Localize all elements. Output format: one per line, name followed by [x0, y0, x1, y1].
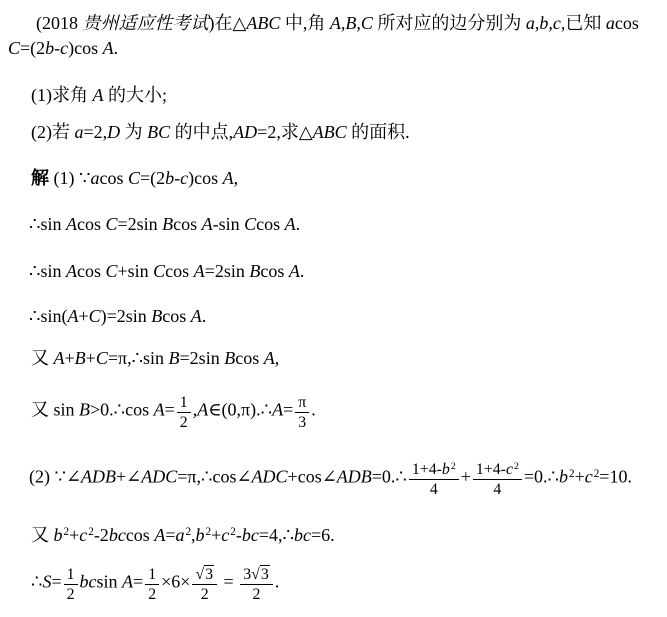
radical — [251, 565, 270, 583]
math-text: sin — [96, 571, 123, 592]
math-text: 1+4- — [475, 461, 506, 478]
math-variable: BC — [147, 122, 171, 142]
superscript-exponent: 2 — [230, 525, 236, 538]
math-text: =4,∴ — [258, 525, 294, 545]
math-text: 2 — [148, 586, 157, 604]
math-text: cos — [76, 214, 106, 234]
math-text: , — [274, 348, 280, 368]
math-variable: B — [249, 261, 261, 281]
math-text: 4 — [493, 481, 502, 499]
math-text: =6. — [310, 525, 335, 545]
math-variable: A — [193, 261, 205, 281]
math-text: 所对应的边分别为 — [372, 13, 526, 33]
math-text: + — [211, 525, 222, 545]
math-variable: A — [288, 261, 300, 281]
fraction-numerator — [295, 394, 309, 413]
superscript-exponent: 2 — [450, 460, 456, 472]
math-text: )cos — [188, 168, 223, 188]
math-text: 1+4- — [411, 461, 442, 478]
math-variable: c — [180, 168, 189, 188]
math-text: =π,∴cos∠ — [177, 466, 252, 487]
math-variable: A — [153, 399, 165, 420]
solution-label: 解 — [31, 168, 49, 188]
exam-source-text: 贵州适应性考试 — [82, 13, 209, 33]
math-text: +cos∠ — [287, 466, 337, 487]
math-text: (2018 — [36, 13, 83, 33]
fraction-numerator — [240, 566, 273, 585]
math-text: (1)求角 — [31, 85, 93, 105]
math-variable: c — [221, 525, 230, 545]
math-text: = — [165, 525, 176, 545]
math-text: - — [174, 168, 181, 188]
math-variable: A — [65, 214, 77, 234]
math-text: 2 — [252, 586, 261, 604]
math-text: 2 — [200, 586, 209, 604]
math-text: )在△ — [208, 13, 247, 33]
math-variable: A — [272, 399, 284, 420]
math-variable: bc — [293, 525, 311, 545]
math-text: 又 — [31, 525, 54, 545]
math-text: 1 — [179, 394, 188, 411]
math-text: -sin — [212, 214, 245, 234]
math-text: + — [85, 348, 96, 368]
superscript-exponent: 2 — [513, 460, 519, 472]
math-variable: b — [441, 461, 450, 478]
solution-part1-step1 — [31, 167, 238, 190]
math-text: . — [295, 214, 301, 234]
math-text: 中,角 — [280, 13, 330, 33]
math-text: = — [283, 399, 294, 420]
math-text: 3 — [205, 566, 214, 583]
fraction-numerator — [473, 461, 522, 480]
superscript-exponent: 2 — [568, 467, 575, 480]
radical-sign: √ — [251, 566, 260, 583]
math-text: cos — [162, 306, 191, 326]
math-variable: A — [102, 38, 114, 58]
math-text: , — [191, 525, 196, 545]
math-variable: A — [92, 85, 104, 105]
math-variable: C — [105, 261, 118, 281]
math-variable: A — [222, 168, 234, 188]
math-variable: C — [88, 306, 101, 326]
math-variable: ADC — [141, 466, 178, 487]
solution-part2-area-result — [31, 566, 279, 603]
math-text: π — [298, 394, 307, 411]
math-text: 2 — [179, 414, 188, 432]
radical — [195, 565, 214, 583]
math-text: =2,求△ — [257, 122, 313, 142]
fraction-denominator — [473, 480, 522, 498]
math-variable: a,b,c — [525, 13, 561, 33]
math-text: = — [51, 571, 62, 592]
math-variable: c — [60, 38, 69, 58]
math-text: + — [460, 466, 471, 487]
math-variable: A — [67, 306, 79, 326]
math-variable: AD — [233, 122, 258, 142]
math-variable: a — [605, 13, 615, 33]
math-text: =2sin — [204, 261, 250, 281]
solution-part1-step5 — [31, 347, 279, 370]
solution-part2-step1 — [29, 461, 632, 498]
math-text: 2 — [66, 586, 75, 604]
math-text: cos — [99, 168, 128, 188]
math-variable: A — [197, 399, 209, 420]
fraction — [409, 461, 459, 498]
math-variable: B — [74, 348, 86, 368]
solution-part1-step3 — [29, 260, 304, 283]
superscript-exponent: 2 — [185, 525, 192, 538]
math-variable: b — [45, 38, 55, 58]
math-variable: C — [244, 214, 257, 234]
math-text: ∴sin( — [29, 306, 68, 326]
fraction-numerator — [145, 566, 159, 585]
superscript-exponent: 2 — [63, 525, 70, 538]
math-variable: A — [190, 306, 202, 326]
math-text: 又 sin — [31, 399, 80, 420]
math-text: (2) ∵∠ — [29, 466, 82, 487]
math-variable: C — [105, 214, 118, 234]
math-variable: ABC — [246, 13, 281, 33]
math-text: cos — [125, 525, 155, 545]
math-text: +sin — [117, 261, 154, 281]
fraction — [145, 566, 159, 603]
fraction-denominator — [64, 585, 78, 603]
superscript-exponent: 2 — [205, 525, 212, 538]
math-text: )=2sin — [100, 306, 152, 326]
math-variable: b — [165, 168, 175, 188]
math-variable: B — [162, 214, 174, 234]
math-variable: A — [154, 525, 166, 545]
math-variable: bc — [79, 571, 97, 592]
math-variable: A — [284, 214, 296, 234]
math-text: . — [311, 399, 316, 420]
math-text: 的大小; — [103, 85, 168, 105]
math-text: 3 — [260, 566, 269, 583]
math-text: =2sin — [117, 214, 163, 234]
fraction — [192, 566, 217, 603]
math-variable: a — [74, 122, 84, 142]
superscript-exponent: 2 — [88, 525, 94, 538]
math-variable: C — [153, 261, 166, 281]
math-text: = — [133, 571, 144, 592]
math-text: . — [113, 38, 119, 58]
fraction-denominator — [192, 585, 217, 603]
math-text: + — [69, 525, 80, 545]
math-text: =π,∴sin — [107, 348, 169, 368]
math-text: =0.∴ — [523, 466, 559, 487]
math-text: + — [64, 348, 75, 368]
math-text: =2sin — [179, 348, 225, 368]
fraction — [295, 394, 309, 431]
math-text: (1) ∵ — [49, 168, 91, 188]
math-text: cos — [165, 261, 194, 281]
math-text: , — [192, 399, 198, 420]
math-text: cos — [173, 214, 202, 234]
math-variable: A — [122, 571, 134, 592]
fraction-numerator — [409, 461, 459, 480]
math-variable: A — [53, 348, 65, 368]
math-variable: C — [127, 168, 140, 188]
radicand — [204, 565, 214, 583]
math-variable: B — [151, 306, 163, 326]
fraction-denominator — [240, 585, 273, 603]
math-text: . — [299, 261, 305, 281]
math-text: + — [574, 466, 585, 487]
fraction — [64, 566, 78, 603]
math-variable: S — [42, 571, 52, 592]
math-variable: b — [53, 525, 63, 545]
math-variable: A — [263, 348, 275, 368]
math-variable: ABC — [312, 122, 347, 142]
math-text: 又 — [31, 348, 54, 368]
math-variable: b — [558, 466, 568, 487]
math-variable: C — [95, 348, 108, 368]
math-text: 3 — [298, 414, 307, 432]
math-text: ×6× — [161, 571, 191, 592]
superscript-exponent: 2 — [593, 467, 600, 480]
math-variable: B — [168, 348, 180, 368]
math-variable: B — [79, 399, 91, 420]
math-text: ∈(0,π).∴ — [208, 399, 273, 420]
math-variable: ADB — [336, 466, 372, 487]
math-text: + — [78, 306, 89, 326]
math-text: =0.∴ — [371, 466, 407, 487]
math-text: 4 — [429, 481, 438, 499]
question-2-line — [31, 121, 410, 144]
math-text: 为 — [120, 122, 148, 142]
math-text: ∴sin — [29, 261, 66, 281]
math-variable: bc — [241, 525, 259, 545]
math-variable: A,B,C — [329, 13, 373, 33]
question-1-line — [31, 84, 167, 107]
math-text: ∴sin — [29, 214, 66, 234]
math-variable: c — [584, 466, 593, 487]
math-variable: a — [175, 525, 185, 545]
radical-sign: √ — [195, 566, 205, 583]
math-text: - — [54, 38, 61, 58]
fraction-numerator — [177, 394, 191, 413]
math-text: (2)若 — [31, 122, 75, 142]
math-variable: c — [505, 461, 513, 478]
math-variable: A — [65, 261, 77, 281]
math-text: )cos — [68, 38, 103, 58]
math-text: 1 — [66, 566, 75, 583]
math-text: ,已知 — [560, 13, 606, 33]
math-text: +∠ — [116, 466, 142, 487]
math-text: >0.∴cos — [90, 399, 154, 420]
solution-part2-step2 — [31, 524, 335, 547]
math-text: =(2 — [20, 38, 46, 58]
math-text: = — [219, 571, 239, 592]
math-text: =10. — [599, 466, 632, 487]
problem-given-line — [8, 37, 118, 60]
fraction-denominator — [145, 585, 159, 603]
solution-part1-step2 — [29, 213, 300, 236]
math-text: , — [233, 168, 239, 188]
math-text: =(2 — [139, 168, 166, 188]
math-variable: ADC — [251, 466, 288, 487]
math-text: . — [274, 571, 280, 592]
math-variable: bc — [108, 525, 126, 545]
math-text: cos — [76, 261, 106, 281]
math-text: -2 — [93, 525, 109, 545]
math-text: 的中点, — [170, 122, 234, 142]
radicand — [260, 565, 270, 583]
math-variable: a — [90, 168, 100, 188]
math-text: 的面积. — [346, 122, 410, 142]
problem-source-line — [36, 12, 639, 35]
fraction — [473, 461, 522, 498]
solution-part1-step4 — [29, 305, 206, 328]
math-text: - — [235, 525, 242, 545]
math-text: cos — [260, 261, 289, 281]
math-variable: b — [195, 525, 205, 545]
fraction — [240, 566, 273, 603]
math-text: cos — [256, 214, 285, 234]
math-text: cos — [614, 13, 639, 33]
math-text: 3 — [243, 566, 252, 583]
math-text: . — [201, 306, 207, 326]
solution-part1-conclusion — [31, 394, 316, 431]
math-variable: c — [79, 525, 88, 545]
math-text: 1 — [148, 566, 157, 583]
math-variable: A — [201, 214, 213, 234]
math-text: =2, — [83, 122, 108, 142]
fraction-numerator — [192, 566, 217, 585]
fraction-denominator — [177, 413, 191, 431]
fraction-numerator — [64, 566, 78, 585]
math-text: = — [164, 399, 175, 420]
math-variable: B — [224, 348, 236, 368]
fraction-denominator — [409, 480, 459, 498]
math-text: cos — [235, 348, 264, 368]
math-text: ∴ — [31, 571, 43, 592]
math-variable: C — [8, 38, 21, 58]
math-variable: ADB — [81, 466, 117, 487]
math-variable: D — [107, 122, 121, 142]
fraction — [177, 394, 191, 431]
fraction-denominator — [295, 413, 309, 431]
